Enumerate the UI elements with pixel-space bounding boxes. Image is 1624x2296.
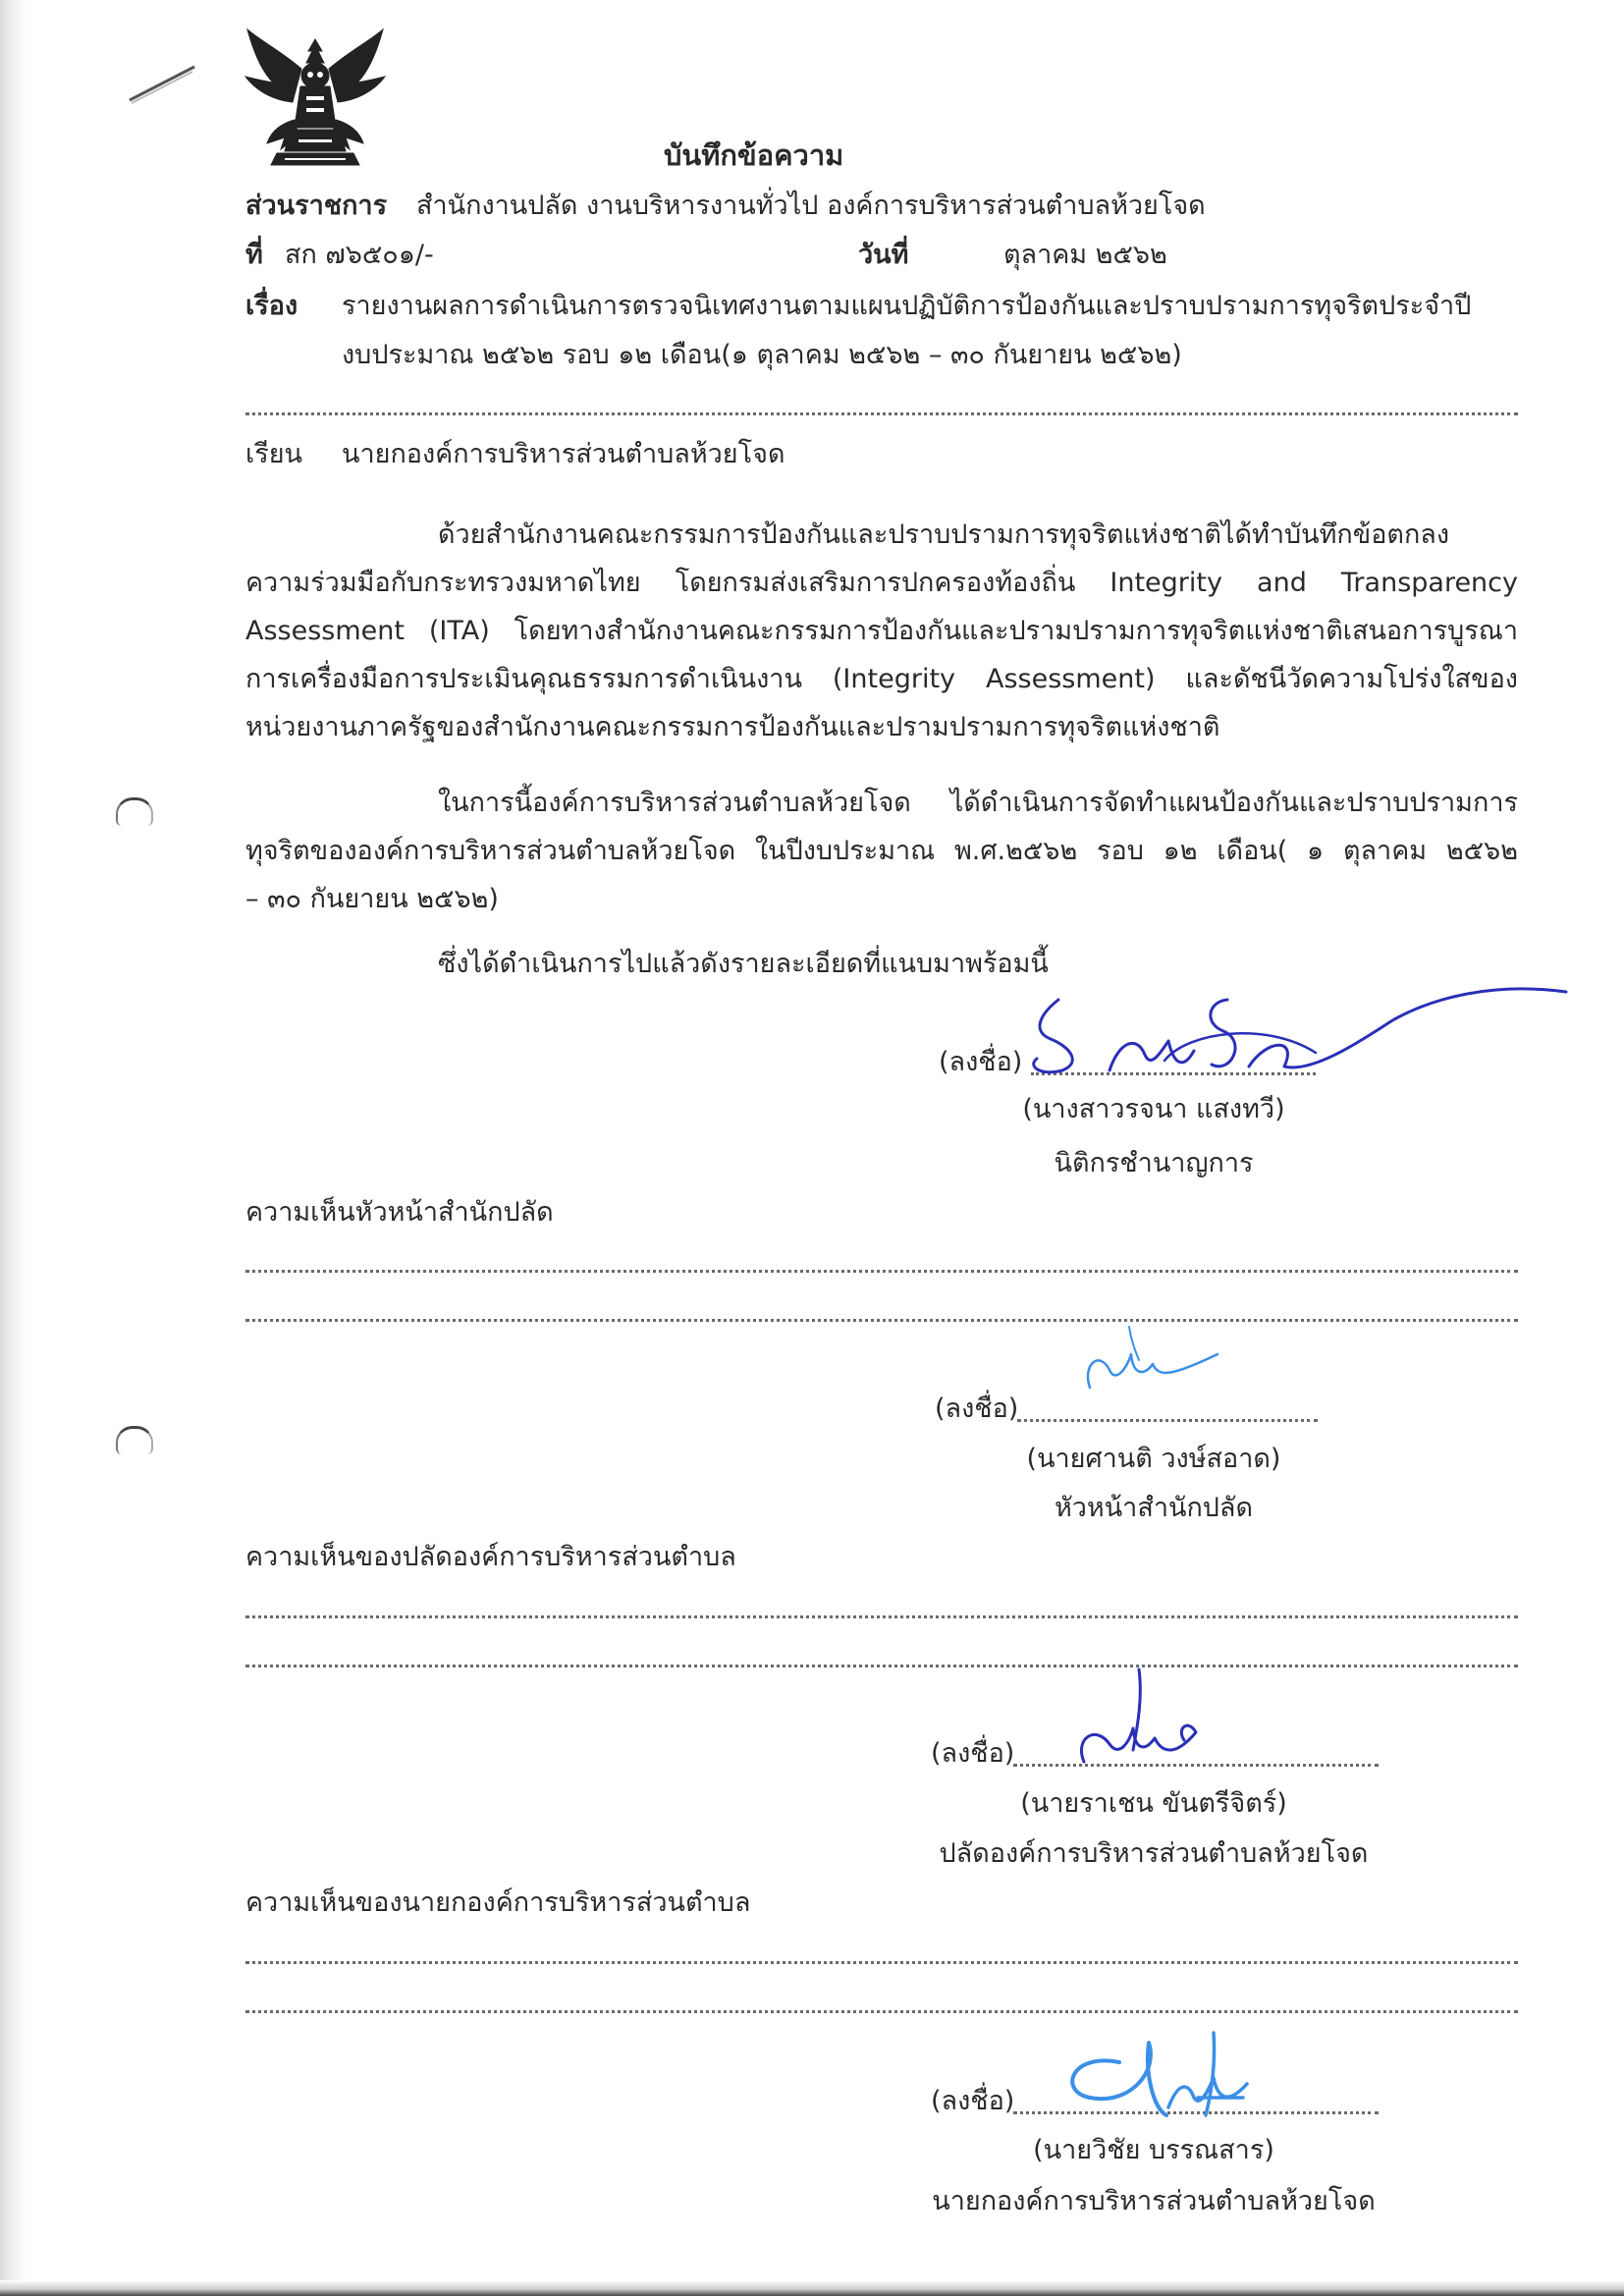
- date-value: ตุลาคม ๒๕๖๒: [1003, 240, 1167, 270]
- to-value: นายกองค์การบริหารส่วนตำบลห้วยโจด: [342, 439, 785, 469]
- signature-3: [1070, 1660, 1267, 1773]
- opinion-1-line: [245, 1270, 1518, 1273]
- opinion-2-position: ปลัดองค์การบริหารส่วนตำบลห้วยโจด: [939, 1838, 1369, 1869]
- ref-value: สก ๗๖๕๐๑/-: [285, 240, 434, 270]
- sign-prefix: (ลงชื่อ): [935, 1394, 1019, 1424]
- header-divider: [245, 412, 1518, 415]
- punch-hole: [116, 797, 153, 826]
- body-paragraph-3: ซึ่งได้ดำเนินการไปแล้วดังรายละเอียดที่แนบมาพร้อมนี้: [438, 949, 1049, 979]
- signatory-1-name: (นางสาวรจนา แสงทวี): [1022, 1094, 1285, 1124]
- subject-line-2: งบประมาณ ๒๕๖๒ รอบ ๑๒ เดือน(๑ ตุลาคม ๒๕๖๒ – ๓๐ กันยายน ๒๕๖๒): [342, 340, 1182, 370]
- signature-2: [1070, 1321, 1267, 1399]
- staple-mark: [126, 61, 199, 105]
- opinion-2-line: [245, 1615, 1518, 1618]
- opinion-3-position: นายกองค์การบริหารส่วนตำบลห้วยโจด: [932, 2186, 1376, 2216]
- agency-value: สำนักงานปลัด งานบริหารงานทั่วไป องค์การบริหารส่วนตำบลห้วยโจด: [416, 191, 1206, 221]
- body-paragraph-1: [245, 511, 1518, 751]
- subject-line-1: รายงานผลการดำเนินการตรวจนิเทศงานตามแผนปฏิบัติการป้องกันและปราบปรามการทุจริตประจำปี: [342, 291, 1472, 321]
- opinion-3-line: [245, 1961, 1518, 1964]
- date-label: วันที่: [858, 240, 909, 270]
- opinion-3-heading: ความเห็นของนายกองค์การบริหารส่วนตำบล: [245, 1887, 751, 1918]
- punch-hole: [116, 1426, 153, 1454]
- opinion-1-name: (นายศานติ วงษ์สอาด): [1026, 1444, 1281, 1474]
- opinion-3-line: [245, 2010, 1518, 2013]
- sign-prefix: (ลงชื่อ): [931, 2086, 1015, 2116]
- paragraph-1-line: หน่วยงานภาครัฐของสำนักงานคณะกรรมการป้องกันและปรามปรามการทุจริตแห่งชาติ: [245, 712, 1220, 742]
- agency-label: ส่วนราชการ: [245, 191, 388, 221]
- opinion-3-name: (นายวิชัย บรรณสาร): [1033, 2135, 1274, 2165]
- opinion-1-position: หัวหน้าสำนักปลัด: [1054, 1493, 1254, 1523]
- opinion-2-name: (นายราเชน ขันตรีจิตร์): [1020, 1788, 1287, 1819]
- paragraph-2-line: – ๓๐ กันยายน ๒๕๖๒): [245, 884, 499, 914]
- paragraph-2-line: ทุจริตขององค์การบริหารส่วนตำบลห้วยโจด ในปีงบประมาณ พ.ศ.๒๕๖๒ รอบ ๑๒ เดือน( ๑ ตุลาคม ๒๕๖๒: [245, 836, 1518, 866]
- paragraph-2-line: ในการนี้องค์การบริหารส่วนตำบลห้วยโจด ได้ดำเนินการจัดทำแผนป้องกันและปราบปรามการ: [438, 788, 1518, 818]
- to-label: เรียน: [245, 439, 303, 469]
- ref-label: ที่: [245, 240, 263, 270]
- paragraph-1-line: ด้วยสำนักงานคณะกรรมการป้องกันและปราบปรามการทุจริตแห่งชาติได้ทำบันทึกข้อตกลง: [438, 519, 1450, 550]
- signature-4: [1051, 2013, 1306, 2131]
- scan-bottom-edge: [0, 2280, 1624, 2296]
- scan-left-edge: [0, 0, 27, 2296]
- paragraph-1-line: Assessment (ITA) โดยทางสำนักงานคณะกรรมการป้องกันและปรามปรามการทุจริตแห่งชาติเสนอการบูรณา: [245, 616, 1518, 646]
- opinion-1-heading: ความเห็นหัวหน้าสำนักปลัด: [245, 1197, 554, 1228]
- garuda-emblem: [242, 22, 389, 174]
- paragraph-1-line: ความร่วมมือกับกระทรวงมหาดไทย โดยกรมส่งเสริมการปกครองท้องถิ่น Integrity and Transparency: [245, 568, 1518, 598]
- opinion-2-line: [245, 1665, 1518, 1667]
- signature-line: [1017, 1419, 1318, 1422]
- subject-label: เรื่อง: [245, 291, 298, 321]
- body-paragraph-2: [245, 779, 1518, 923]
- signature-1: [1021, 972, 1571, 1085]
- sign-prefix: (ลงชื่อ): [931, 1738, 1015, 1769]
- memo-title: บันทึกข้อความ: [664, 138, 844, 172]
- sign-prefix: (ลงชื่อ): [939, 1047, 1023, 1077]
- opinion-1-line: [245, 1319, 1518, 1322]
- opinion-2-heading: ความเห็นของปลัดองค์การบริหารส่วนตำบล: [245, 1542, 736, 1572]
- paragraph-1-line: การเครื่องมือการประเมินคุณธรรมการดำเนินงาน (Integrity Assessment) และดัชนีวัดความโปร่งใสของ: [245, 664, 1518, 694]
- signatory-1-position: นิติกรชำนาญการ: [1054, 1148, 1254, 1178]
